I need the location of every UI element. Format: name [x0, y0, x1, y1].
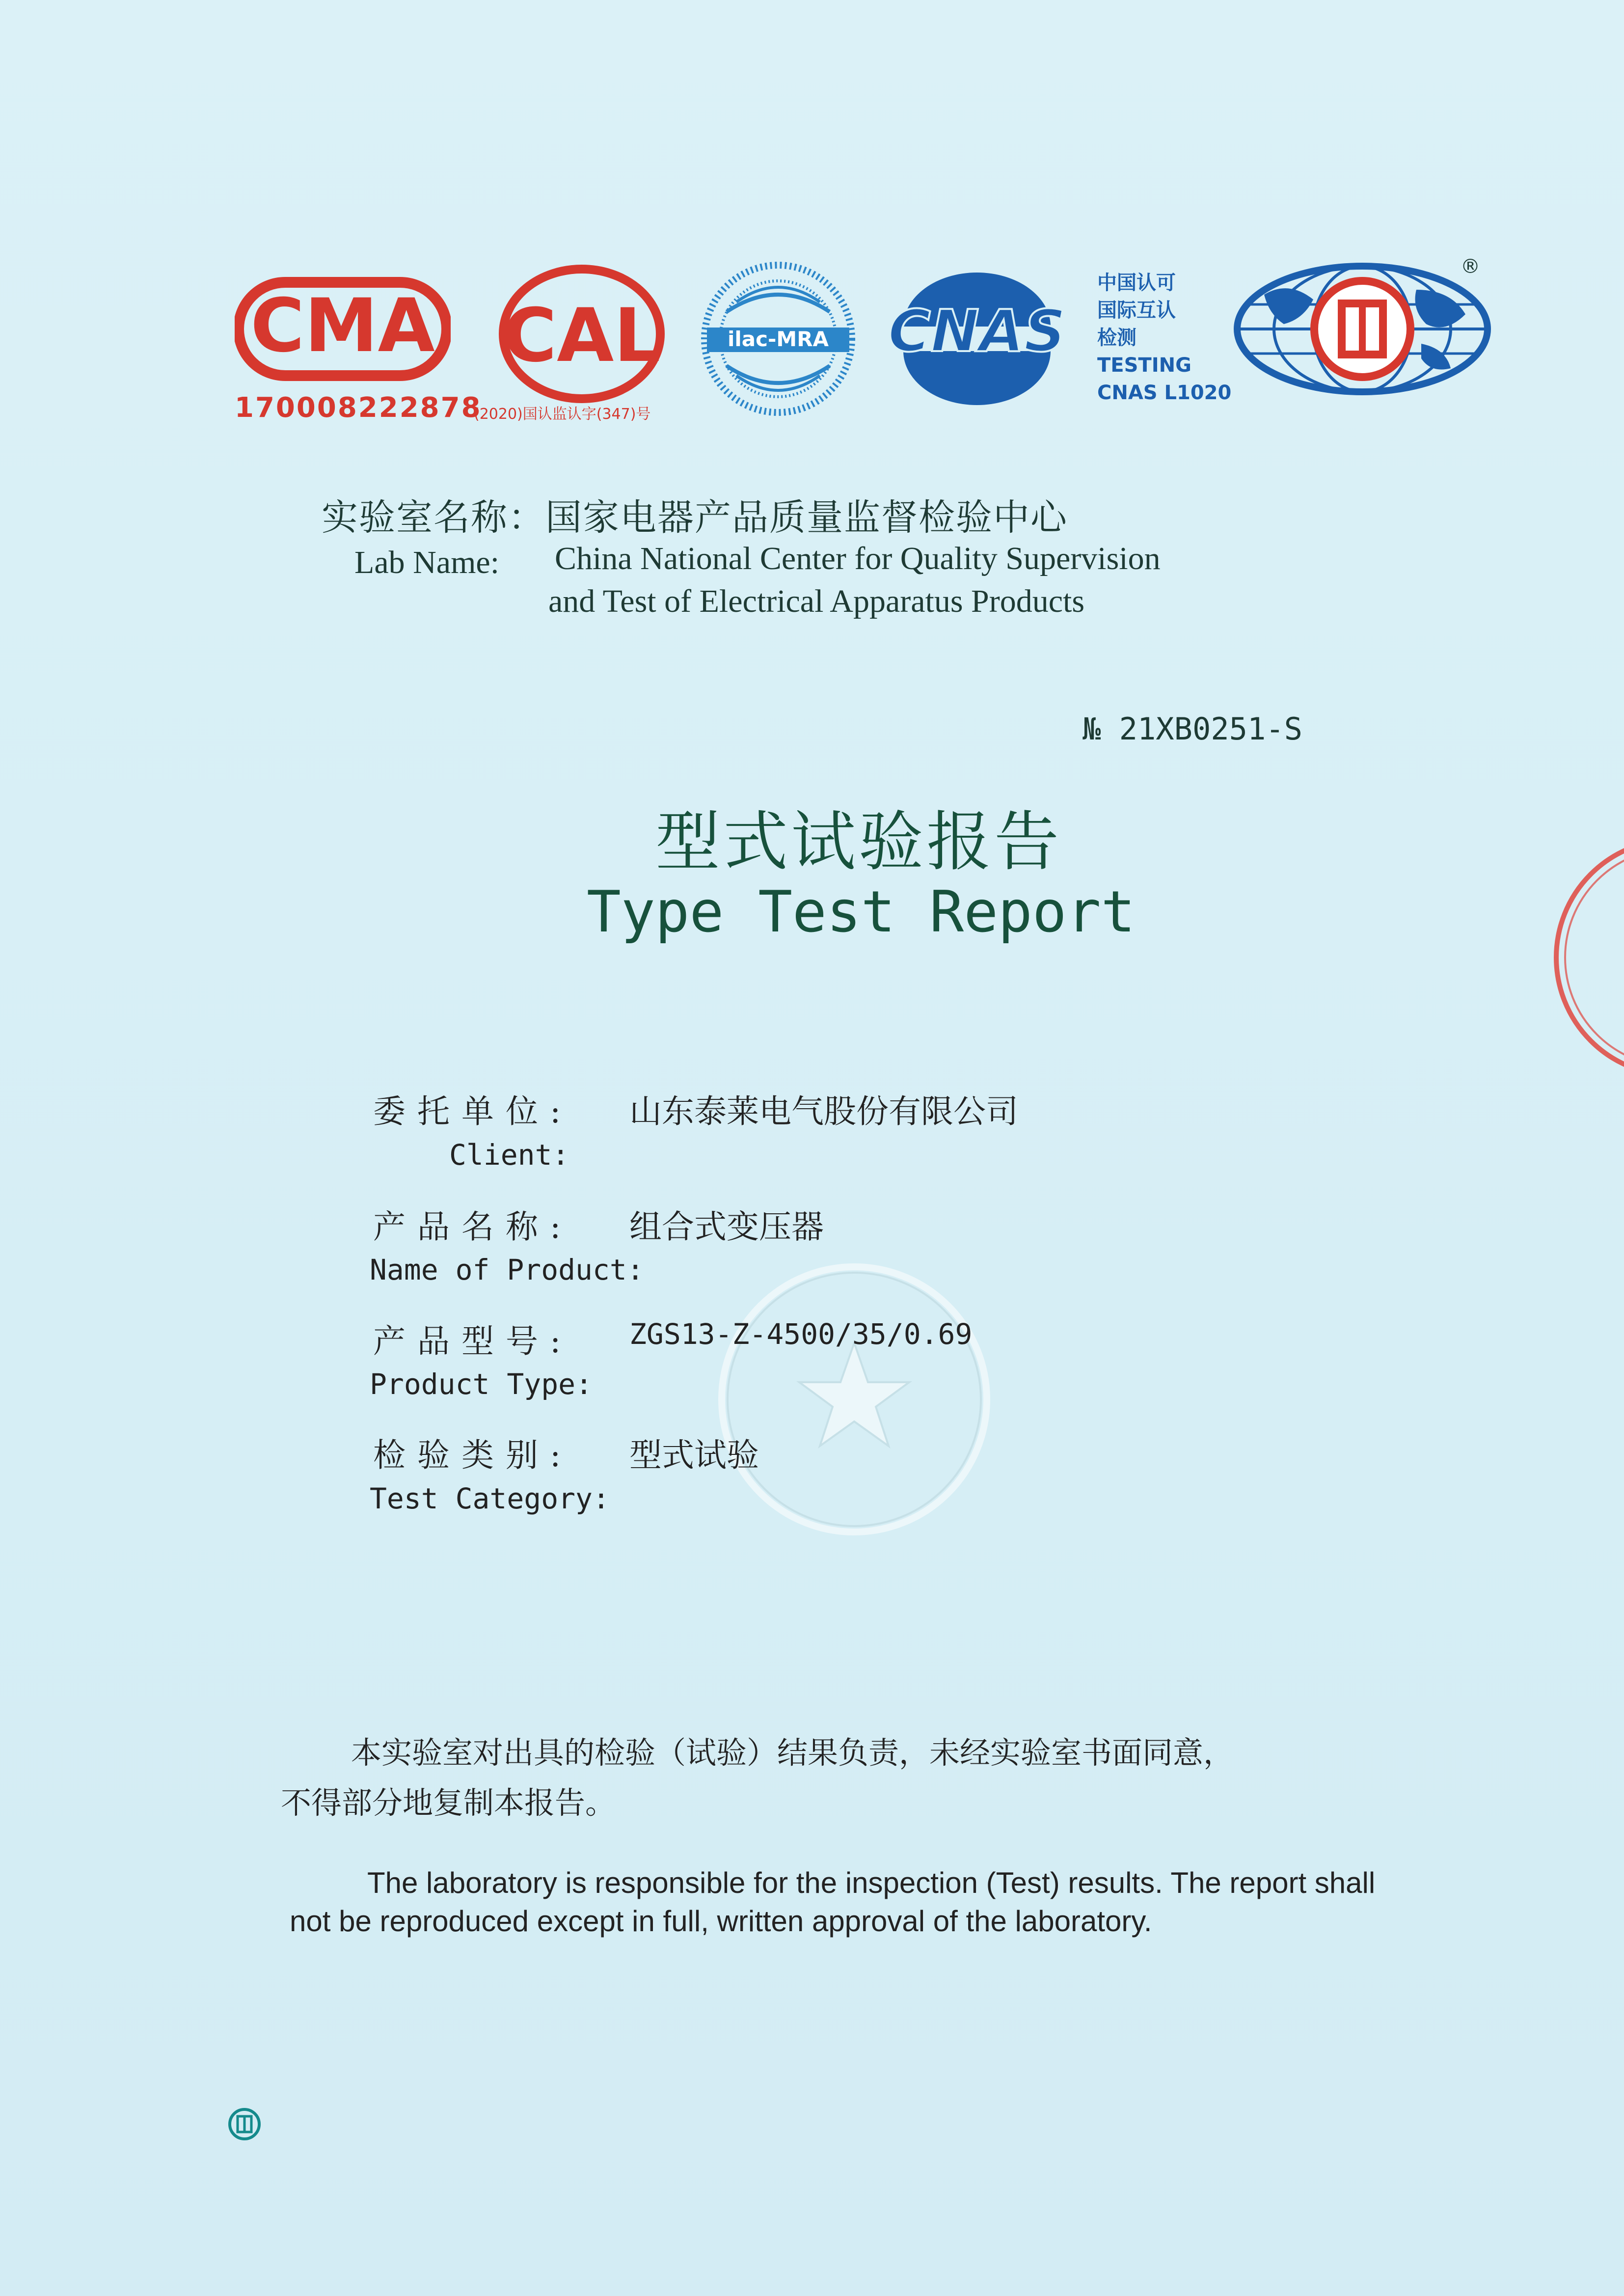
cnas-logo	[884, 273, 1070, 405]
client-label-en: Client:	[449, 1138, 569, 1172]
circled-mark-icon	[227, 2106, 262, 2142]
lab-name-en-label: Lab Name:	[354, 545, 500, 580]
cnas-caption-line-4: TESTING	[1097, 354, 1191, 377]
registered-mark: ®	[1461, 255, 1480, 278]
cal-logo	[498, 263, 665, 405]
report-title-en: Type Test Report	[587, 879, 1136, 945]
client-label: 委托单位:	[373, 1093, 573, 1130]
cnas-logo-text: CNAS	[888, 297, 1066, 365]
report-title-cn: 型式试验报告	[655, 804, 1062, 880]
test-category-label: 检验类别:	[373, 1436, 573, 1474]
cnas-caption-line-3: 检测	[1097, 327, 1137, 349]
ilac-mra-logo	[697, 258, 859, 420]
ccc-globe-logo	[1230, 260, 1495, 398]
disclaimer-en-line-1: The laboratory is responsible for the inspection (Test) results. The report shall	[367, 1866, 1376, 1899]
red-stamp-edge	[1546, 830, 1624, 1085]
lab-name-cn: 实验室名称：国家电器产品质量监督检验中心	[322, 496, 1068, 539]
disclaimer-cn-line-1: 本实验室对出具的检验（试验）结果负责，未经实验室书面同意，	[351, 1735, 1234, 1771]
cnas-caption-line-2: 国际互认	[1097, 299, 1176, 322]
test-category-value: 型式试验	[629, 1436, 759, 1474]
ilac-logo-text: ilac-MRA	[727, 327, 829, 351]
report-number: № 21XB0251-S	[1083, 711, 1302, 747]
cal-logo-text: CAL	[503, 293, 661, 379]
cal-caption: (2020)国认监认字(347)号	[474, 406, 651, 423]
cma-logo-text: CMA	[250, 283, 435, 369]
cma-number: 170008222878	[235, 392, 482, 424]
product-name-label: 产品名称:	[373, 1208, 573, 1246]
product-name-label-en: Name of Product:	[370, 1253, 644, 1286]
cnas-caption	[1097, 269, 1231, 407]
lab-name-en-line-1: China National Center for Quality Supervision	[555, 541, 1161, 576]
test-category-label-en: Test Category:	[370, 1482, 610, 1515]
disclaimer-en-line-2: not be reproduced except in full, written approval of the laboratory.	[290, 1905, 1152, 1938]
client-value: 山东泰莱电气股份有限公司	[629, 1093, 1018, 1130]
lab-name-en-line-2: and Test of Electrical Apparatus Products	[548, 583, 1085, 619]
cnas-caption-line-1: 中国认可	[1097, 272, 1176, 294]
embossed-seal-icon	[707, 1252, 1001, 1547]
cnas-caption-line-5: CNAS L1020	[1097, 382, 1232, 404]
product-name-value: 组合式变压器	[629, 1208, 824, 1246]
product-type-label-en: Product Type:	[370, 1367, 593, 1401]
disclaimer-cn-line-2: 不得部分地复制本报告。	[281, 1785, 616, 1821]
product-type-value: ZGS13-Z-4500/35/0.69	[629, 1317, 973, 1351]
cma-logo	[235, 273, 451, 385]
product-type-label: 产品型号:	[373, 1322, 573, 1360]
star-icon	[799, 1343, 909, 1446]
